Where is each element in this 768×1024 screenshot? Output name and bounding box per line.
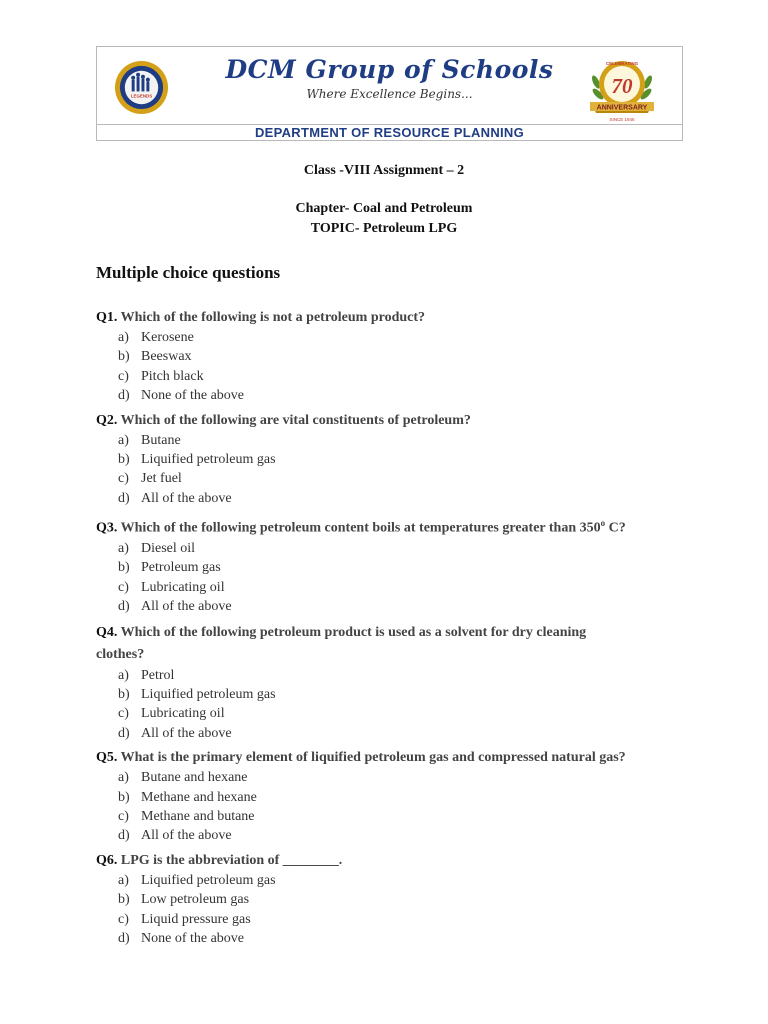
option-text: Beeswax <box>141 349 192 365</box>
option-text: Kerosene <box>141 330 194 345</box>
option-b <box>118 450 696 469</box>
option-letter: c) <box>118 368 129 384</box>
option-text: All of the above <box>141 725 232 741</box>
option-letter: b) <box>118 892 130 908</box>
question-text: Which of the following petroleum product is used as a solvent for dry cleaning clothes? <box>96 624 587 662</box>
option-a <box>118 666 696 685</box>
option-letter: a) <box>118 432 129 448</box>
option-letter: b) <box>118 349 130 365</box>
option-list <box>96 768 696 846</box>
option-c <box>118 807 696 826</box>
topic-line: TOPIC- Petroleum LPG <box>310 221 458 236</box>
option-d <box>118 597 696 616</box>
option-a <box>118 539 696 558</box>
question-number: Q1. <box>96 310 118 325</box>
option-letter: d) <box>118 599 130 615</box>
option-text: Butane and hexane <box>141 770 248 786</box>
option-letter: d) <box>118 490 130 506</box>
option-a <box>118 768 696 787</box>
school-tagline: Where Excellence Begins... <box>306 87 473 101</box>
option-text: Butane <box>141 432 181 448</box>
option-letter: a) <box>118 540 129 556</box>
option-c <box>118 704 696 723</box>
option-text: Pitch black <box>141 368 204 384</box>
anniversary-number: 70 <box>611 74 633 98</box>
option-text: Methane and hexane <box>141 789 257 805</box>
question-text: Which of the following petroleum content boils at temperatures greater than 350 <box>120 520 601 536</box>
letterhead <box>96 46 683 141</box>
question-text: LPG is the abbreviation of ________. <box>120 852 343 868</box>
chapter-line: Chapter- Coal and Petroleum <box>295 201 473 216</box>
option-d <box>118 724 696 743</box>
option-d <box>118 386 696 405</box>
option-a <box>118 871 696 890</box>
question-stem <box>96 748 696 768</box>
option-a <box>118 431 696 450</box>
question-stem <box>96 622 636 666</box>
question-stem <box>96 851 696 871</box>
option-text: Liquified petroleum gas <box>141 686 276 702</box>
option-c <box>118 578 696 597</box>
option-b <box>118 685 696 704</box>
option-letter: c) <box>118 808 129 824</box>
option-list <box>96 871 696 949</box>
question-stem <box>96 308 696 328</box>
option-text: Liquified petroleum gas <box>141 452 276 468</box>
option-b <box>118 558 696 577</box>
option-letter: b) <box>118 560 130 576</box>
question-number: Q6. <box>96 852 118 868</box>
option-letter: c) <box>118 471 129 487</box>
logo-label: LEGENDS <box>130 93 153 99</box>
option-text: Jet fuel <box>141 471 182 487</box>
option-letter: a) <box>118 770 129 786</box>
question-text: Which of the following are vital constituents of petroleum? <box>120 412 471 428</box>
option-d <box>118 929 696 948</box>
option-text: Methane and butane <box>141 808 255 824</box>
question-1 <box>96 308 696 406</box>
anniversary-since: SINCE 1946 <box>609 117 635 122</box>
question-number: Q3. <box>96 520 118 536</box>
option-b <box>118 890 696 909</box>
option-letter: d) <box>118 828 130 844</box>
class-line: Class -VIII Assignment – 2 <box>303 163 465 178</box>
department-bar: DEPARTMENT OF RESOURCE PLANNING <box>97 124 682 141</box>
option-text: None of the above <box>141 388 245 404</box>
anniversary-word: ANNIVERSARY <box>596 104 648 112</box>
question-6 <box>96 851 696 949</box>
option-text: Low petroleum gas <box>141 892 250 908</box>
option-c <box>118 367 696 386</box>
option-text: Liquid pressure gas <box>141 911 251 927</box>
option-letter: d) <box>118 725 130 741</box>
option-text: None of the above <box>141 931 245 946</box>
option-text: Petroleum gas <box>141 560 221 576</box>
question-text: What is the primary element of liquified petroleum gas and compressed natural gas? <box>120 750 626 766</box>
option-letter: d) <box>118 388 130 404</box>
option-d <box>118 489 696 508</box>
option-letter: a) <box>118 330 129 345</box>
option-text: Diesel oil <box>141 540 196 556</box>
question-number: Q2. <box>96 412 118 428</box>
question-list <box>96 308 696 953</box>
option-c <box>118 910 696 929</box>
question-3 <box>96 513 696 616</box>
anniversary-celebrating: CELEBRATING <box>605 61 639 66</box>
question-4 <box>96 622 696 744</box>
school-name: DCM Group of Schools <box>225 55 554 84</box>
question-stem <box>96 513 696 539</box>
degree-superscript: o <box>600 518 606 529</box>
question-number: Q5. <box>96 750 118 766</box>
option-a <box>118 328 696 347</box>
option-letter: b) <box>118 452 130 468</box>
option-list <box>96 328 696 406</box>
anniversary-emblem <box>584 52 660 126</box>
option-letter: a) <box>118 667 129 683</box>
question-number: Q4. <box>96 624 118 640</box>
question-text-unit: C? <box>605 520 626 536</box>
option-text: Lubricating oil <box>141 706 225 722</box>
question-5 <box>96 748 696 846</box>
option-d <box>118 826 696 845</box>
option-letter: b) <box>118 789 130 805</box>
option-text: Petrol <box>141 667 175 683</box>
option-letter: b) <box>118 686 130 702</box>
question-text: Which of the following is not a petroleum product? <box>120 310 426 325</box>
option-letter: d) <box>118 931 130 946</box>
option-text: All of the above <box>141 828 232 844</box>
option-c <box>118 469 696 488</box>
option-list <box>96 431 696 509</box>
question-2 <box>96 411 696 509</box>
letterhead-top <box>97 47 682 124</box>
option-text: Lubricating oil <box>141 579 225 595</box>
option-list <box>96 539 696 617</box>
option-letter: a) <box>118 872 129 888</box>
option-letter: c) <box>118 706 129 722</box>
section-title: Multiple choice questions <box>96 263 281 282</box>
option-text: All of the above <box>141 490 232 506</box>
option-text: Liquified petroleum gas <box>141 872 276 888</box>
option-text: All of the above <box>141 599 232 615</box>
question-stem <box>96 411 696 431</box>
option-b <box>118 788 696 807</box>
option-list <box>96 666 696 744</box>
option-letter: c) <box>118 911 129 927</box>
option-letter: c) <box>118 579 129 595</box>
option-b <box>118 347 696 366</box>
